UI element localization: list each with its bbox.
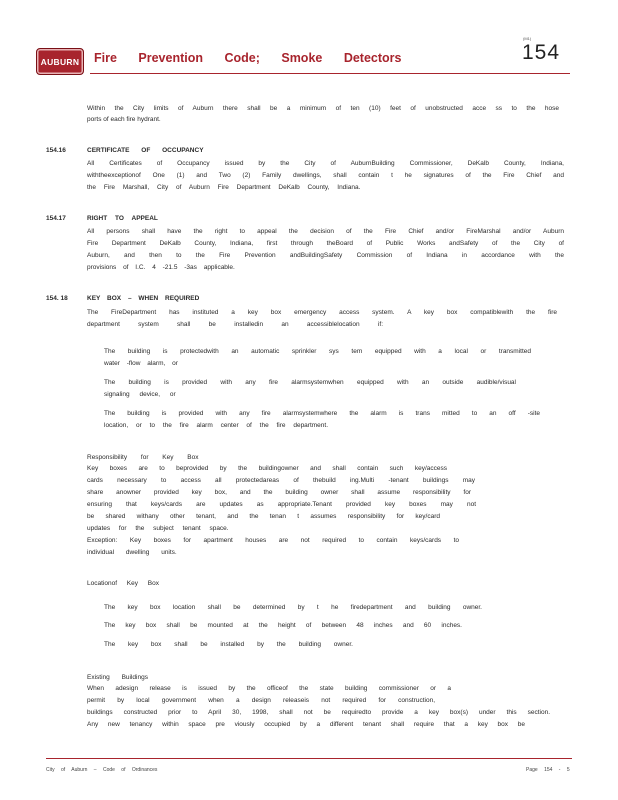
- text-line: Auburn, and then to the Fire Prevention andBuildingSafety Commission of Indiana in accordance with the: [87, 252, 564, 259]
- footer-page-label: Page 154 - 5: [526, 767, 570, 773]
- section-heading: KEY BOX – WHEN REQUIRED: [87, 295, 200, 302]
- text-line: cards necessary to access all protectedareas of thebuild ing.Multi -tenant buildings may: [87, 477, 475, 484]
- text-line: ports of each fire hydrant.: [87, 116, 161, 123]
- footer-divider: [46, 758, 572, 759]
- condition-line: location, or to the fire alarm center of the fire department.: [104, 422, 329, 429]
- text-line: All persons shall have the right to appeal the decision of the Fire Chief and/or FireMarshal and/or Auburn: [87, 228, 564, 235]
- logo-text: AUBURN: [40, 57, 80, 67]
- auburn-logo: [36, 48, 84, 75]
- text-line: ensuring that keys/cards are updates as appropriate.Tenant provided key boxes may not: [87, 501, 476, 508]
- text-line: be shared withany other tenant, and the tenan t assumes responsibility for key/card: [87, 513, 440, 520]
- subsection-title: Locationof Key Box: [87, 580, 160, 587]
- text-line: individual dwelling units.: [87, 549, 177, 556]
- text-line: share anowner provided key box, and the building owner shall assume responsibility for: [87, 489, 471, 496]
- section-number: 154.16: [46, 147, 66, 154]
- text-line: Key boxes are to beprovided by the buildingowner and shall contain such key/access: [87, 465, 447, 472]
- text-line: Within the City limits of Auburn there shall be a minimum of ten (10) feet of unobstructed acce ss to the hose: [87, 105, 559, 112]
- condition-line: The building is provided with any fire alarmsystemwhen equipped with an outside audible/visual: [104, 379, 516, 386]
- text-line: All Certificates of Occupancy issued by the City of AuburnBuilding Commissioner, DeKalb County, Indiana,: [87, 160, 564, 167]
- footer-left-text: City of Auburn – Code of Ordinances: [46, 767, 158, 773]
- subsection-title: Responsibility for Key Box: [87, 454, 199, 461]
- list-item: The key box shall be mounted at the height of between 48 inches and 60 inches.: [104, 622, 462, 629]
- page-title: Fire Prevention Code; Smoke Detectors: [94, 51, 402, 65]
- text-line: Fire Department DeKalb County, Indiana, first through theBoard of Public Works andSafety of the City of: [87, 240, 564, 247]
- header-divider: [90, 73, 570, 74]
- condition-line: The building is protectedwith an automatic sprinkler sys tem equipped with a local or transmitted: [104, 348, 531, 355]
- text-line: buildings constructed prior to April 30, 1998, shall not be requiredto provide a key box(s) under this section.: [87, 709, 550, 716]
- page-number: 154: [522, 41, 561, 64]
- list-item: The key box location shall be determined by t he firedepartment and building owner.: [104, 604, 482, 611]
- condition-line: water -flow alarm, or: [104, 360, 178, 367]
- text-line: When adesign release is issued by the officeof the state building commissioner or a: [87, 685, 451, 692]
- section-heading: CERTIFICATE OF OCCUPANCY: [87, 147, 204, 154]
- text-line: Any new tenancy within space pre viously occupied by a different tenant shall require that a key box be: [87, 721, 525, 728]
- section-number: 154.17: [46, 215, 66, 222]
- subsection-title: Existing Buildings: [87, 674, 148, 681]
- text-line: department system shall be installedin an accessiblelocation if:: [87, 321, 383, 328]
- list-item: The key box shall be installed by the building owner.: [104, 641, 353, 648]
- page-number-prefix: (M1): [523, 36, 532, 41]
- condition-line: The building is provided with any fire alarmsystemwhere the alarm is trans mitted to an off -site: [104, 410, 540, 417]
- text-line: withtheexceptionof One (1) and Two (2) Family dwellings, shall contain t he signatures of the Fire Chief and: [87, 172, 564, 179]
- section-number: 154. 18: [46, 295, 68, 302]
- condition-line: signaling device, or: [104, 391, 176, 398]
- text-line: the Fire Marshall, City of Auburn Fire Department DeKalb County, Indiana.: [87, 184, 361, 191]
- section-heading: RIGHT TO APPEAL: [87, 215, 158, 222]
- text-line: updates for the subject tenant space.: [87, 525, 229, 532]
- text-line: permit by local government when a design releaseis not required for construction,: [87, 697, 435, 704]
- text-line: The FireDepartment has instituted a key box emergency access system. A key box compatiblewith the fire: [87, 309, 557, 316]
- text-line: Exception: Key boxes for apartment houses are not required to contain keys/cards to: [87, 537, 459, 544]
- text-line: provisions of I.C. 4 -21.5 -3as applicable.: [87, 264, 235, 271]
